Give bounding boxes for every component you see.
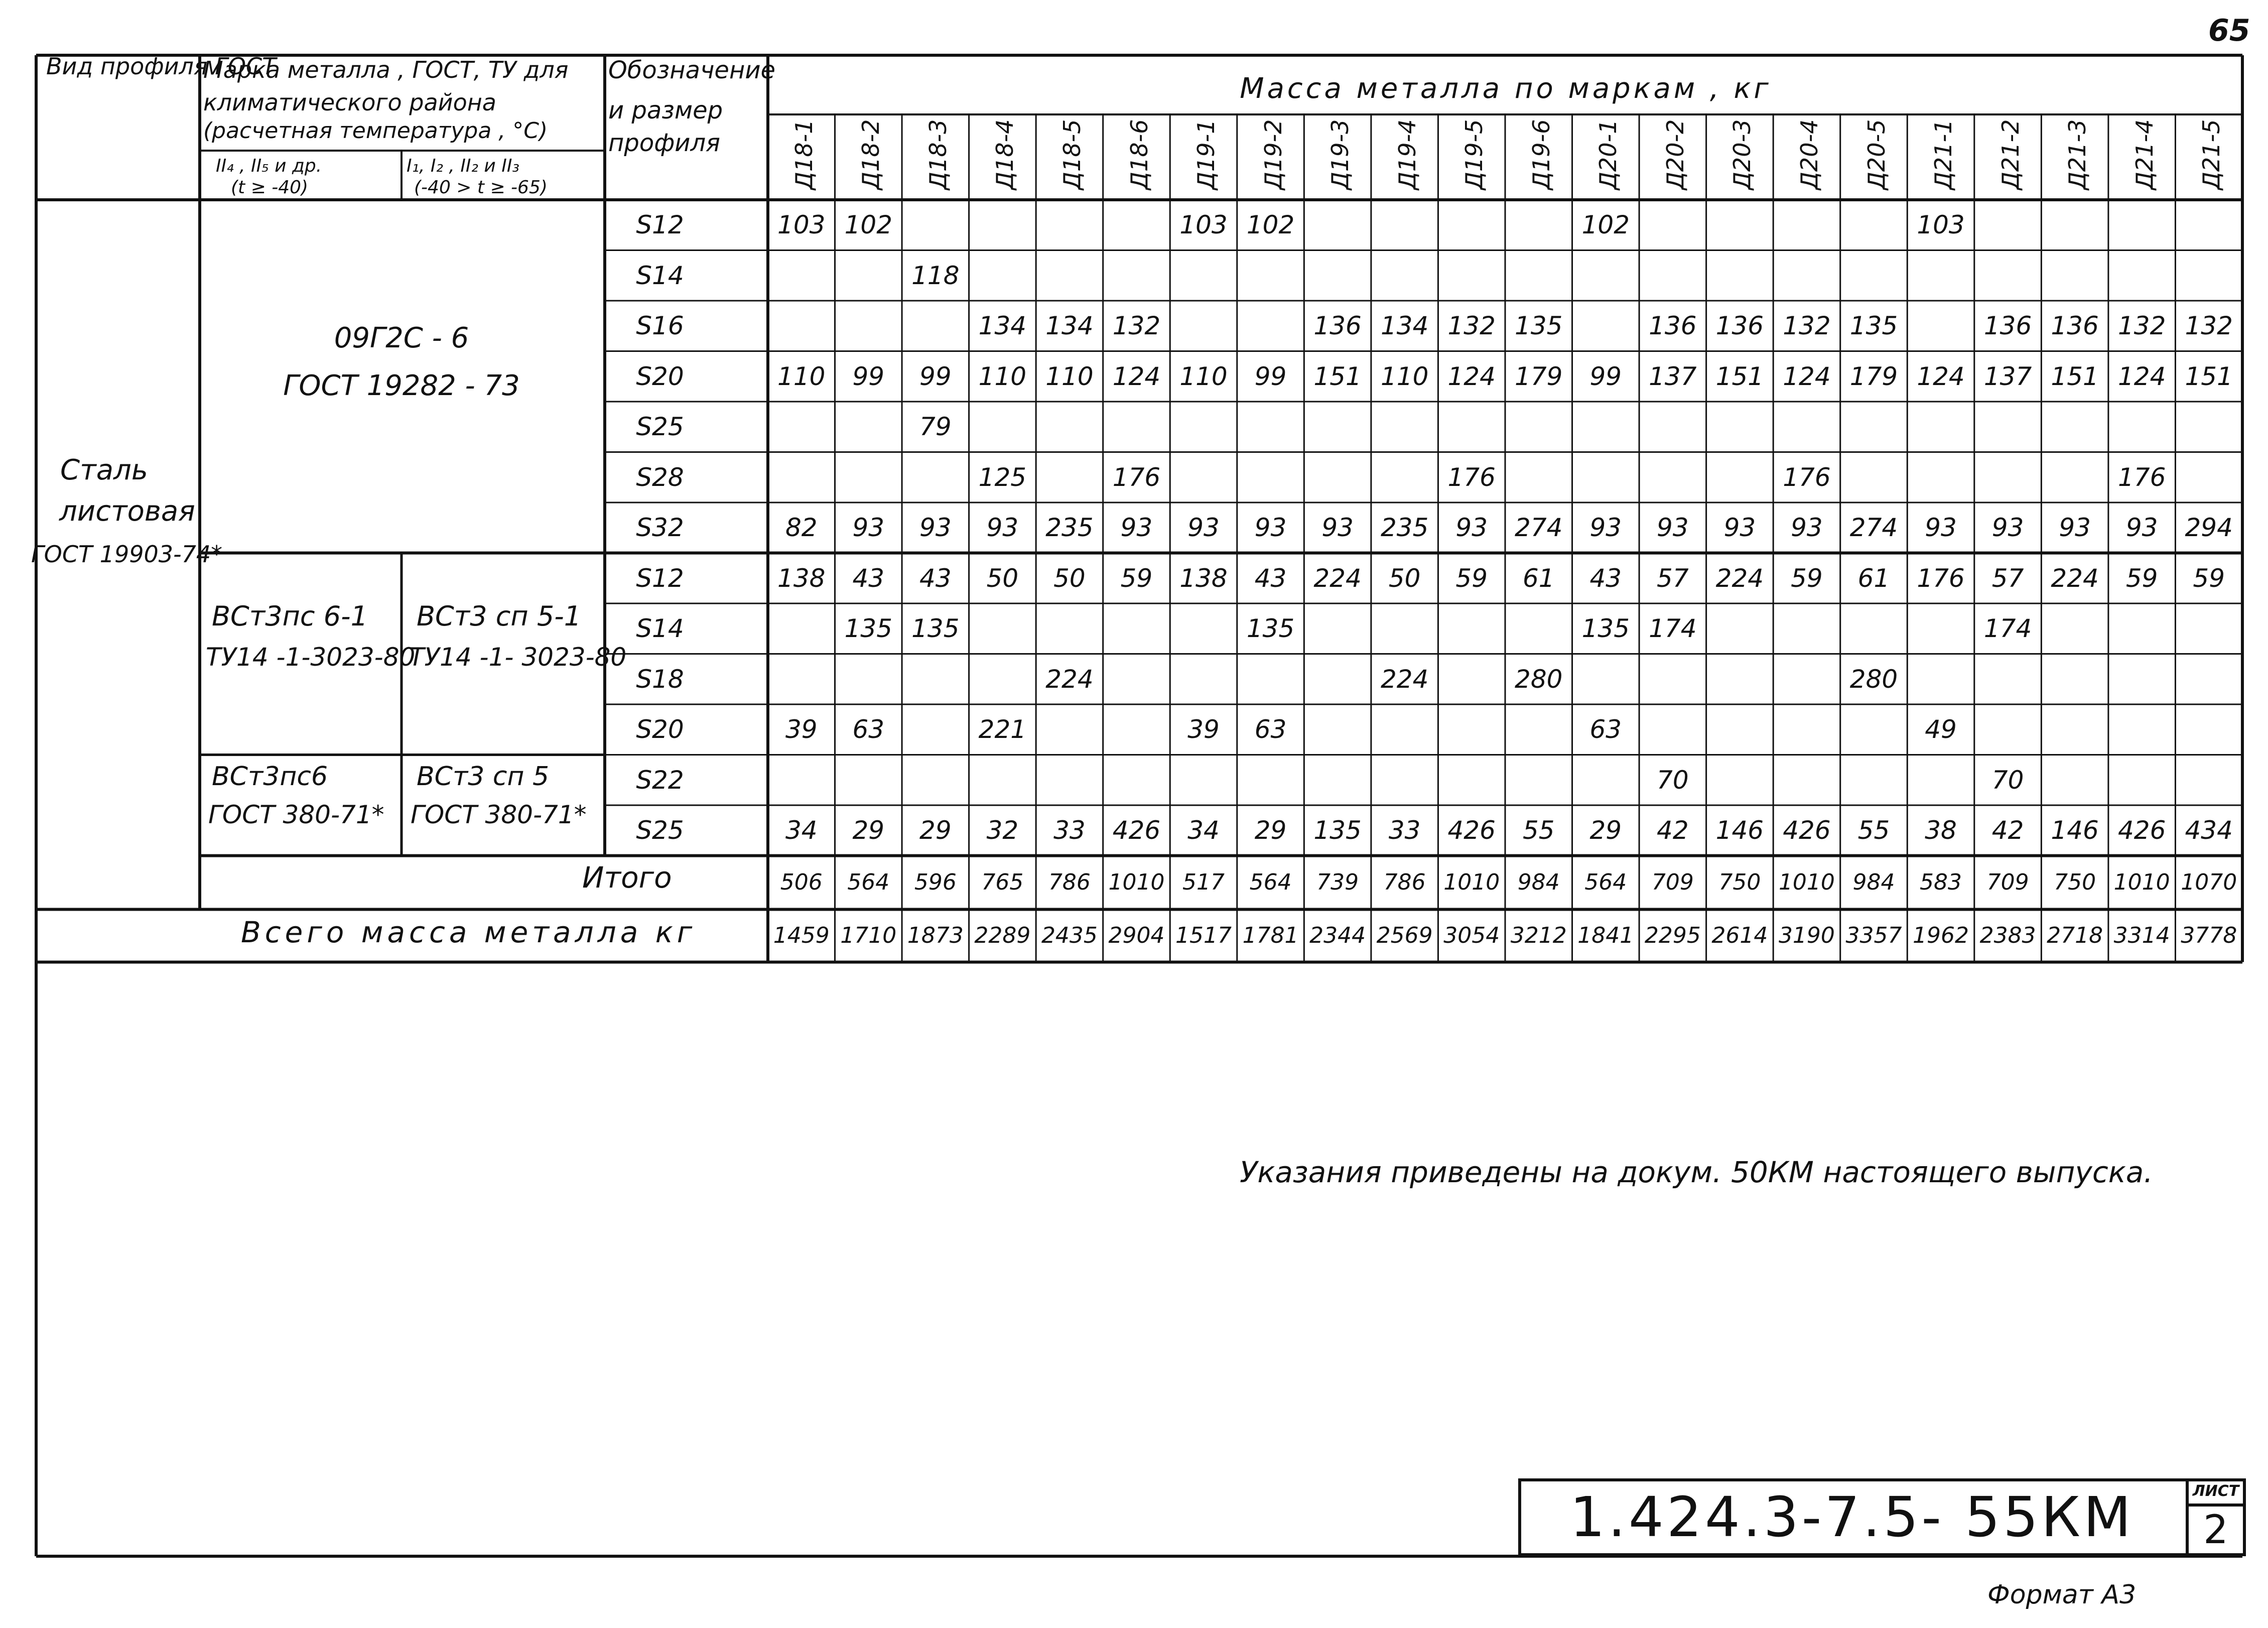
row-profile: S18: [636, 664, 684, 694]
table-cell: 136: [2051, 311, 2099, 341]
table-cell: 235: [1045, 513, 1094, 543]
header-steel-grade-1: Марка металла , ГОСТ, ТУ для: [203, 56, 569, 83]
table-cell: 110: [777, 361, 826, 391]
table-cell: 174: [1649, 614, 1697, 644]
table-cell: 136: [1715, 311, 1764, 341]
table-cell: 124: [1783, 361, 1831, 391]
row-profile: S14: [636, 261, 684, 290]
column-header: Д19-6: [1527, 119, 1555, 190]
table-cell: 93: [852, 513, 885, 543]
table-cell: 59: [2125, 563, 2158, 593]
table-cell: 146: [1715, 816, 1764, 845]
table-cell: 135: [844, 614, 893, 644]
total-cell: 583: [1920, 869, 1962, 895]
table-cell: 124: [1112, 361, 1161, 391]
table-cell: 59: [1791, 563, 1823, 593]
table-cell: 110: [1045, 361, 1094, 391]
row-profile: S28: [636, 462, 684, 492]
table-cell: 93: [1321, 513, 1354, 543]
row-profile: S22: [636, 765, 684, 795]
table-cell: 93: [1589, 513, 1622, 543]
table-cell: 124: [1917, 361, 1965, 391]
table-cell: 93: [2059, 513, 2091, 543]
row-profile: S32: [636, 513, 684, 543]
stamp-code: 1.424.3-7.5- 55КМ: [1569, 1485, 2134, 1549]
table-cell: 280: [1849, 664, 1898, 694]
table-cell: 176: [1112, 462, 1161, 492]
table-cell: 39: [785, 715, 818, 744]
grand-total-cell: 1962: [1913, 923, 1969, 948]
table-cell: 136: [1649, 311, 1697, 341]
total-cell: 750: [2054, 869, 2096, 895]
total-cell: 750: [1718, 869, 1761, 895]
table-cell: 99: [1589, 361, 1622, 391]
table-cell: 426: [1112, 816, 1161, 845]
header-climate-a-2: (t ≥ -40): [231, 177, 309, 198]
grand-total-cell: 3054: [1443, 923, 1500, 948]
header-mass-title: Масса металла по маркам , кг: [1240, 72, 1772, 105]
grand-total-cell: 1710: [840, 923, 897, 948]
column-header: Д18-4: [991, 119, 1019, 190]
table-cell: 49: [1925, 715, 1957, 744]
table-cell: 55: [1857, 816, 1890, 845]
table-cell: 135: [1313, 816, 1362, 845]
column-header: Д20-1: [1594, 119, 1622, 190]
table-cell: 82: [785, 513, 818, 543]
table-cell: 39: [1187, 715, 1220, 744]
row-profile: S16: [636, 311, 684, 341]
table-cell: 224: [1313, 563, 1362, 593]
table-cell: 61: [1522, 563, 1555, 593]
profile-label-3: ГОСТ 19903-74*: [31, 541, 223, 568]
total-cell: 786: [1383, 869, 1426, 895]
table-cell: 93: [1991, 513, 2024, 543]
row-profile: S25: [636, 816, 684, 845]
steel3b-label-2: ГОСТ 380-71*: [411, 800, 587, 829]
total-cell: 739: [1316, 869, 1359, 895]
table-cell: 42: [1657, 816, 1689, 845]
table-cell: 132: [1447, 311, 1496, 341]
table-cell: 63: [1589, 715, 1622, 744]
table-cell: 59: [2193, 563, 2225, 593]
column-header: Д18-2: [857, 119, 885, 190]
total-cell: 984: [1852, 869, 1895, 895]
table-cell: 34: [785, 816, 818, 845]
column-header: Д19-4: [1393, 119, 1421, 190]
grand-total-label: Всего масса металла кг: [241, 915, 697, 949]
table-cell: 93: [1254, 513, 1287, 543]
table-cell: 221: [978, 715, 1027, 744]
header-climate-a-1: II₄ , II₅ и др.: [216, 156, 322, 176]
total-cell: 596: [914, 869, 957, 895]
column-header: Д18-6: [1125, 119, 1153, 190]
table-cell: 93: [919, 513, 952, 543]
total-cell: 1010: [2113, 869, 2170, 895]
table-cell: 29: [1589, 816, 1622, 845]
table-cell: 434: [2185, 816, 2233, 845]
table-cell: 134: [978, 311, 1027, 341]
table-cell: 224: [1715, 563, 1764, 593]
table-cell: 124: [1447, 361, 1496, 391]
table-cell: 93: [1187, 513, 1220, 543]
table-cell: 132: [2185, 311, 2233, 341]
page-number: 65: [2208, 13, 2250, 48]
steel2a-label-1: ВСт3пс 6-1: [212, 600, 368, 632]
table-cell: 93: [986, 513, 1019, 543]
table-cell: 42: [1991, 816, 2024, 845]
table-cell: 50: [986, 563, 1019, 593]
table-cell: 135: [1246, 614, 1295, 644]
table-cell: 93: [2125, 513, 2158, 543]
steel2b-label-1: ВСт3 сп 5-1: [417, 600, 582, 632]
table-cell: 224: [2051, 563, 2099, 593]
column-header: Д19-5: [1460, 119, 1488, 190]
column-header: Д21-3: [2064, 119, 2091, 190]
table-cell: 125: [978, 462, 1027, 492]
table-cell: 132: [1783, 311, 1831, 341]
total-cell: 1010: [1778, 869, 1835, 895]
table-cell: 138: [777, 563, 826, 593]
table-cell: 93: [1925, 513, 1957, 543]
table-cell: 110: [1179, 361, 1228, 391]
table-cell: 134: [1380, 311, 1429, 341]
table-cell: 32: [986, 816, 1019, 845]
column-header: Д21-1: [1930, 119, 1957, 190]
table-cell: 43: [1589, 563, 1622, 593]
total-cell: 984: [1517, 869, 1560, 895]
table-cell: 151: [2051, 361, 2099, 391]
steel1-label-2: ГОСТ 19282 - 73: [283, 369, 520, 402]
total-cell: 786: [1048, 869, 1091, 895]
table-cell: 50: [1053, 563, 1086, 593]
total-cell: 564: [1584, 869, 1627, 895]
grand-total-cell: 3357: [1845, 923, 1902, 948]
row-profile: S12: [636, 210, 684, 240]
table-cell: 29: [852, 816, 885, 845]
table-cell: 136: [1313, 311, 1362, 341]
table-cell: 110: [1380, 361, 1429, 391]
table-cell: 224: [1045, 664, 1094, 694]
table-cell: 118: [911, 261, 960, 290]
total-cell: 506: [780, 869, 823, 895]
table-cell: 132: [1112, 311, 1161, 341]
steel3a-label-2: ГОСТ 380-71*: [208, 800, 384, 829]
table-cell: 55: [1522, 816, 1555, 845]
grand-total-cell: 2383: [1979, 923, 2036, 948]
table-cell: 124: [2117, 361, 2166, 391]
table-cell: 138: [1179, 563, 1228, 593]
table-cell: 176: [1447, 462, 1496, 492]
table-cell: 426: [1783, 816, 1831, 845]
column-header: Д20-2: [1661, 119, 1689, 190]
table-cell: 426: [1447, 816, 1496, 845]
table-cell: 50: [1388, 563, 1421, 593]
table-cell: 43: [852, 563, 885, 593]
table-cell: 426: [2117, 816, 2166, 845]
table-cell: 294: [2185, 513, 2233, 543]
table-cell: 176: [1917, 563, 1965, 593]
grand-total-cell: 2614: [1711, 923, 1768, 948]
table-cell: 179: [1849, 361, 1898, 391]
grand-total-cell: 1873: [907, 923, 964, 948]
table-cell: 136: [1983, 311, 2032, 341]
total-cell: 709: [1651, 869, 1694, 895]
profile-label-2: листовая: [59, 495, 195, 528]
row-profile: S20: [636, 361, 684, 391]
table-cell: 274: [1515, 513, 1563, 543]
header-designation-3: профиля: [608, 129, 721, 157]
column-header: Д21-4: [2130, 119, 2158, 190]
format-label: Формат А3: [1987, 1580, 2137, 1610]
table-cell: 179: [1515, 361, 1563, 391]
header-profile-type: Вид профиля ГОСТ: [46, 53, 277, 80]
table-cell: 103: [1917, 210, 1965, 240]
table-cell: 132: [2117, 311, 2166, 341]
table-cell: 99: [852, 361, 885, 391]
grand-total-cell: 3778: [2181, 923, 2237, 948]
grand-total-cell: 1459: [773, 923, 830, 948]
table-cell: 33: [1388, 816, 1421, 845]
grand-total-cell: 3212: [1510, 923, 1567, 948]
total-cell: 1070: [2181, 869, 2237, 895]
grand-total-cell: 3190: [1778, 923, 1835, 948]
steel2a-label-2: ТУ14 -1-3023-80: [206, 643, 416, 672]
table-cell: 59: [1455, 563, 1488, 593]
grand-total-cell: 1517: [1175, 923, 1232, 948]
table-cell: 135: [1849, 311, 1898, 341]
header-steel-grade-3: (расчетная температура , °С): [203, 118, 548, 144]
table-cell: 274: [1849, 513, 1898, 543]
total-cell: 564: [847, 869, 890, 895]
table-cell: 146: [2051, 816, 2099, 845]
note-text: Указания приведены на докум. 50КМ настоящего выпуска.: [1240, 1155, 2153, 1189]
grand-total-cell: 2435: [1041, 923, 1098, 948]
grand-total-cell: 1781: [1242, 923, 1299, 948]
steel3a-label-1: ВСт3пс6: [212, 762, 328, 792]
table-cell: 70: [1657, 765, 1689, 795]
table-cell: 235: [1380, 513, 1429, 543]
table-cell: 280: [1515, 664, 1563, 694]
table-cell: 151: [1313, 361, 1362, 391]
table-cell: 34: [1187, 816, 1220, 845]
column-header: Д18-3: [924, 119, 952, 190]
table-cell: 176: [2117, 462, 2166, 492]
column-header: Д20-4: [1795, 119, 1823, 190]
sheet-divider: [2186, 1504, 2246, 1507]
total-cell: 564: [1249, 869, 1292, 895]
table-cell: 151: [1715, 361, 1764, 391]
table-cell: 99: [919, 361, 952, 391]
table-cell: 93: [1455, 513, 1488, 543]
table-cell: 151: [2185, 361, 2233, 391]
table-cell: 137: [1983, 361, 2032, 391]
grand-total-cell: 1841: [1577, 923, 1634, 948]
grand-total-cell: 3314: [2113, 923, 2170, 948]
row-profile: S25: [636, 412, 684, 442]
totals-label: Итого: [582, 860, 672, 895]
column-header: Д19-2: [1259, 119, 1287, 190]
table-cell: 102: [1581, 210, 1630, 240]
steel1-label-1: 09Г2С - 6: [334, 322, 469, 354]
table-cell: 70: [1991, 765, 2024, 795]
table-cell: 93: [1120, 513, 1153, 543]
table-cell: 137: [1649, 361, 1697, 391]
grand-total-cell: 2295: [1644, 923, 1701, 948]
table-cell: 43: [919, 563, 952, 593]
table-cell: 103: [1179, 210, 1228, 240]
table-cell: 174: [1983, 614, 2032, 644]
table-cell: 57: [1991, 563, 2024, 593]
column-header: Д21-2: [1996, 119, 2024, 190]
total-cell: 517: [1182, 869, 1225, 895]
header-climate-b-1: I₁, I₂ , II₂ и II₃: [407, 156, 519, 176]
table-cell: 33: [1053, 816, 1086, 845]
header-designation-2: и размер: [608, 96, 723, 124]
total-cell: 1010: [1108, 869, 1165, 895]
table-cell: 135: [1515, 311, 1563, 341]
profile-label-1: Сталь: [60, 454, 148, 486]
table-cell: 176: [1783, 462, 1831, 492]
grand-total-cell: 2344: [1309, 923, 1366, 948]
table-cell: 38: [1925, 816, 1957, 845]
grand-total-cell: 2718: [2047, 923, 2103, 948]
steel2b-label-2: ТУ14 -1- 3023-80: [409, 643, 627, 672]
table-cell: 93: [1723, 513, 1756, 543]
row-profile: S12: [636, 563, 684, 593]
column-header: Д20-3: [1728, 119, 1756, 190]
total-cell: 765: [981, 869, 1024, 895]
column-header: Д20-5: [1862, 119, 1890, 190]
table-cell: 57: [1657, 563, 1689, 593]
table-cell: 63: [1254, 715, 1287, 744]
table-cell: 110: [978, 361, 1027, 391]
table-cell: 135: [1581, 614, 1630, 644]
header-designation-1: Обозначение: [608, 56, 776, 84]
sheet-label: ЛИСТ: [2192, 1482, 2239, 1500]
table-cell: 102: [1246, 210, 1295, 240]
column-header: Д19-3: [1326, 119, 1354, 190]
table-cell: 93: [1657, 513, 1689, 543]
total-cell: 709: [1986, 869, 2029, 895]
table-cell: 29: [919, 816, 952, 845]
table-cell: 135: [911, 614, 960, 644]
table-cell: 61: [1857, 563, 1890, 593]
column-header: Д21-5: [2198, 119, 2225, 190]
grand-total-cell: 2904: [1108, 923, 1165, 948]
header-climate-b-2: (-40 > t ≥ -65): [414, 177, 548, 198]
column-header: Д19-1: [1192, 119, 1220, 190]
total-cell: 1010: [1443, 869, 1500, 895]
table-cell: 93: [1791, 513, 1823, 543]
row-profile: S14: [636, 614, 684, 644]
table-cell: 63: [852, 715, 885, 744]
steel3b-label-1: ВСт3 сп 5: [417, 762, 550, 792]
row-profile: S20: [636, 715, 684, 744]
table-cell: 99: [1254, 361, 1287, 391]
grand-total-cell: 2569: [1376, 923, 1433, 948]
table-cell: 224: [1380, 664, 1429, 694]
column-header: Д18-5: [1058, 119, 1086, 190]
table-cell: 43: [1254, 563, 1287, 593]
table-cell: 29: [1254, 816, 1287, 845]
table-cell: 102: [844, 210, 893, 240]
table-cell: 79: [919, 412, 952, 442]
header-steel-grade-2: климатического района: [203, 89, 496, 116]
table-cell: 59: [1120, 563, 1153, 593]
sheet-number: 2: [2203, 1508, 2228, 1553]
table-cell: 134: [1045, 311, 1094, 341]
grand-total-cell: 2289: [974, 923, 1031, 948]
table-cell: 103: [777, 210, 826, 240]
column-header: Д18-1: [790, 119, 818, 190]
